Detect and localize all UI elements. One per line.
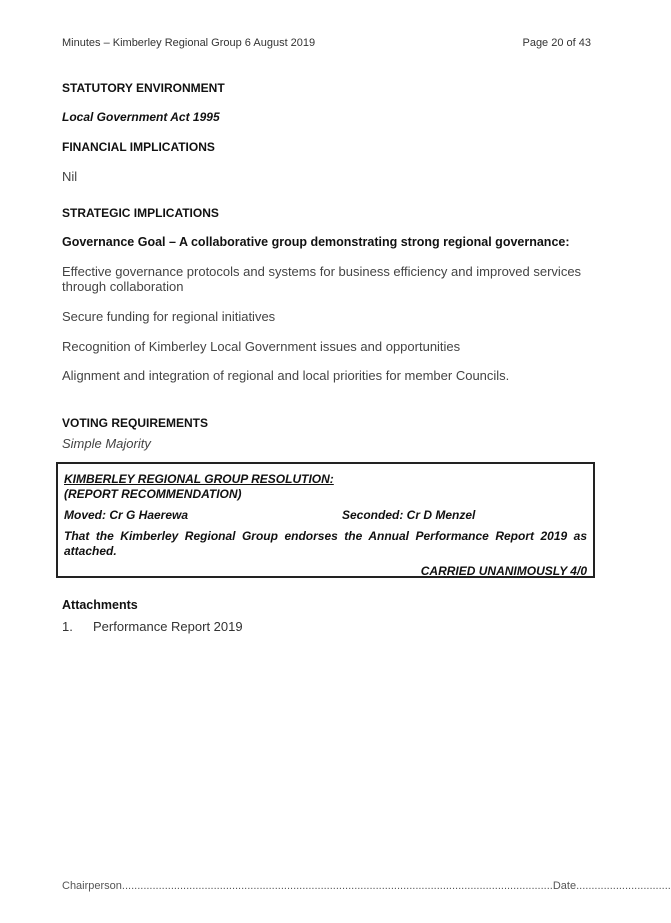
header-title: Minutes – Kimberley Regional Group 6 August 2019 (62, 37, 316, 49)
moved-by: Moved: Cr G Haerewa (64, 508, 189, 522)
attachments-heading: Attachments (62, 598, 138, 612)
strategic-item: Effective governance protocols and systems for business efficiency and improved services through collaboration (62, 264, 582, 294)
financial-heading: FINANCIAL IMPLICATIONS (62, 140, 215, 154)
resolution-text: That the Kimberley Regional Group endorses the Annual Performance Report 2019 as attached. (64, 529, 587, 558)
statutory-heading: STATUTORY ENVIRONMENT (62, 81, 225, 95)
page-header (62, 37, 591, 53)
resolution-subtitle: (REPORT RECOMMENDATION) (64, 487, 242, 501)
chairperson-label: Chairperson (62, 880, 122, 892)
financial-text: Nil (62, 169, 78, 184)
resolution-result: CARRIED UNANIMOUSLY 4/0 (420, 564, 587, 578)
chairperson-signature-line: ............................................................................................................................................. (121, 880, 553, 892)
governance-goal: Governance Goal – A collaborative group demonstrating strong regional governance: (62, 235, 570, 249)
attachment-label: Performance Report 2019 (93, 619, 243, 634)
seconded-by: Seconded: Cr D Menzel (342, 508, 476, 522)
page-number: Page 20 of 43 (522, 37, 591, 49)
attachment-number: 1. (62, 619, 73, 634)
strategic-item: Recognition of Kimberley Local Government issues and opportunities (62, 339, 461, 354)
voting-heading: VOTING REQUIREMENTS (62, 416, 209, 430)
date-line: ............................... (576, 880, 671, 892)
strategic-item: Alignment and integration of regional and local priorities for member Councils. (62, 368, 510, 383)
strategic-heading: STRATEGIC IMPLICATIONS (62, 206, 219, 220)
resolution-title: KIMBERLEY REGIONAL GROUP RESOLUTION: (64, 472, 334, 486)
signature-footer (62, 880, 671, 892)
voting-text: Simple Majority (62, 436, 151, 451)
attachment-item (62, 619, 243, 634)
date-label: Date (552, 880, 577, 892)
strategic-item: Secure funding for regional initiatives (62, 309, 276, 324)
resolution-box (56, 462, 595, 578)
statutory-text: Local Government Act 1995 (62, 110, 220, 124)
